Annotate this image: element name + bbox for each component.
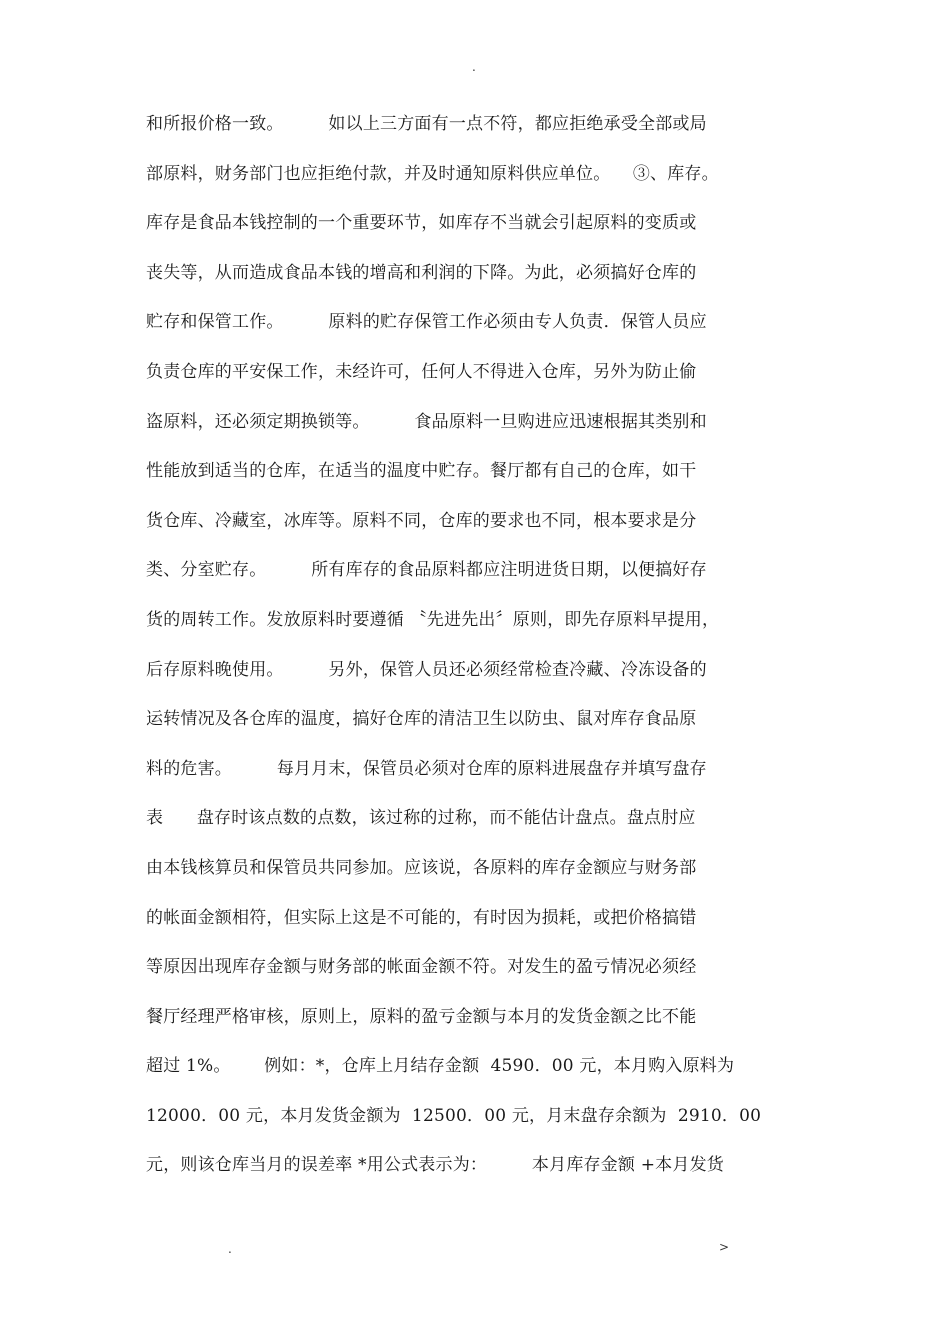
text-line: 料的危害。 每月月末，保管员必须对仓库的原料进展盘存并填写盘存	[146, 758, 707, 779]
text-line: 由本钱核算员和保管员共同参加。应该说，各原料的库存金额应与财务部	[146, 857, 697, 878]
footer-right-mark: >	[719, 1240, 730, 1254]
header-mark: .	[472, 60, 476, 74]
text-line: 表 盘存时该点数的点数，该过称的过称，而不能估计盘点。盘点肘应	[146, 808, 696, 829]
text-line: 负责仓库的平安保工作，未经许可，任何人不得进入仓库，另外为防止偷	[146, 361, 697, 382]
text-line: 丧失等，从而造成食品本钱的增高和利润的下降。为此，必须搞好仓库的	[146, 262, 697, 283]
text-line: 元，则该仓库当月的误差率 *用公式表示为： 本月库存金额 +本月发货	[146, 1155, 724, 1176]
text-line: 类、分室贮存。 所有库存的食品原料都应注明进货日期，以便搞好存	[146, 560, 707, 581]
text-line: 货的周转工作。发放原料时要遵循 〝先进先出〞原则，即先存原料早提用，	[146, 609, 720, 630]
text-line: 盗原料，还必须定期换锁等。 食品原料一旦购进应迅速根据其类别和	[146, 411, 707, 432]
body-text	[146, 112, 806, 1203]
text-line: 12000．00 元，本月发货金额为 12500．00 元，月末盘存余额为 2910．00	[146, 1105, 762, 1126]
text-line: 超过 1%。 例如：*，仓库上月结存金额 4590．00 元，本月购入原料为	[146, 1056, 735, 1077]
text-line: 餐厅经理严格审核，原则上，原料的盈亏金额与本月的发货金额之比不能	[146, 1006, 697, 1027]
text-line: 和所报价格一致。 如以上三方面有一点不符，都应拒绝承受全部或局	[146, 114, 707, 134]
text-line: 的帐面金额相符，但实际上这是不可能的，有时因为损耗，或把价格搞错	[146, 907, 697, 928]
text-line: 库存是食品本钱控制的一个重要环节，如库存不当就会引起原料的变质或	[146, 213, 697, 234]
text-line: 等原因出现库存金额与财务部的帐面金额不符。对发生的盈亏情况必须经	[146, 957, 697, 978]
text-line: 货仓库、冷藏室，冰库等。原料不同，仓库的要求也不同，根本要求是分	[146, 510, 697, 531]
footer-left-mark: .	[228, 1242, 232, 1256]
text-line: 贮存和保管工作。 原料的贮存保管工作必须由专人负责．保管人员应	[146, 312, 707, 333]
text-line: 部原料，财务部门也应拒绝付款，并及时通知原料供应单位。 ③、库存。	[146, 163, 719, 184]
text-line: 后存原料晚使用。 另外，保管人员还必须经常检查冷藏、冷冻设备的	[146, 659, 707, 680]
text-line: 性能放到适当的仓库，在适当的温度中贮存。餐厅都有自己的仓库，如干	[146, 461, 697, 482]
text-line: 运转情况及各仓库的温度，搞好仓库的清洁卫生以防虫、鼠对库存食品原	[146, 709, 697, 730]
